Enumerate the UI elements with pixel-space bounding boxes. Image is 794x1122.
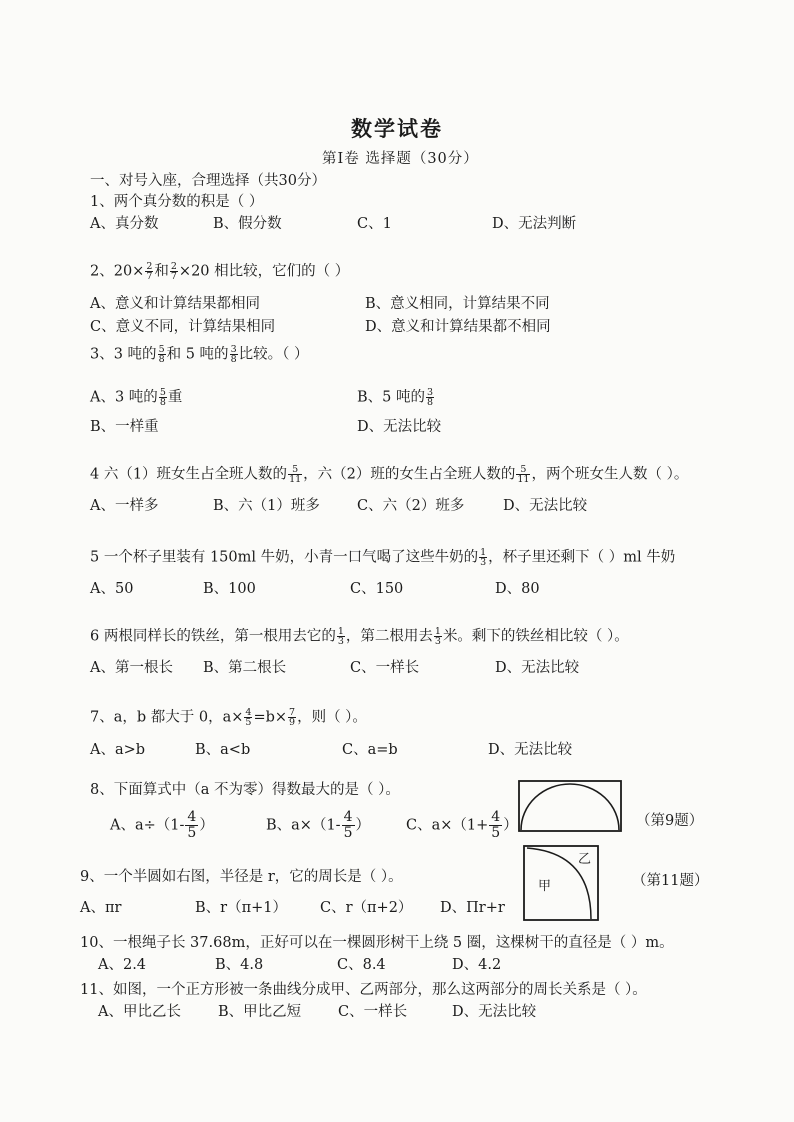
q7-stem [90,708,367,727]
q7-option-a: A、a>b [90,742,146,758]
q4-fraction-2 [516,465,530,484]
q8-option-a-fraction [185,810,198,841]
q4-option-d: D、无法比较 [503,498,588,514]
q6-fraction-2-denominator: 3 [434,636,441,647]
section-heading: 一、对号入座，合理选择（共30分） [90,173,326,189]
q5-option-a: A、50 [90,581,134,597]
q8-option-b-fraction [342,810,355,841]
q7-fraction-2-denominator: 9 [289,717,296,728]
q8-option-a [110,810,214,841]
q6-option-b: B、第二根长 [203,660,287,676]
q3-option-a-text: A、3 吨的 [90,389,158,406]
q7-text-3: ，则（ ）。 [297,709,367,726]
q2-fraction-1-numerator: 2 [146,261,153,272]
q6-fraction-1-denominator: 3 [337,636,344,647]
q8-option-b-text: B、a×（1- [266,817,341,834]
q3-fraction-1-denominator: 8 [158,354,165,365]
q8-option-a-suffix: ） [199,817,214,834]
q7-fraction-1 [244,708,252,727]
q3-fraction-2-denominator: 8 [230,354,237,365]
semicircle-figure [518,780,622,832]
q3-stem [90,345,308,364]
q10-stem: 10、一根绳子长 37.68m，正好可以在一棵圆形树干上绕 5 圈，这棵树干的直径是（ ）m。 [80,935,674,951]
q7-fraction-2-numerator: 7 [289,707,296,718]
q3-text-3: 比较。（ ） [238,346,309,363]
q11-option-b: B、甲比乙短 [218,1004,302,1020]
q5-fraction-1-numerator: 1 [480,547,487,558]
q3-fraction-2 [230,345,238,364]
figure-11-label: （第11题） [632,873,709,889]
q4-fraction-1 [288,465,302,484]
q11-option-d: D、无法比较 [452,1004,537,1020]
q3-fraction-1 [158,345,166,364]
q4-fraction-1-numerator: 5 [288,465,302,475]
q4-fraction-2-denominator: 11 [517,474,530,485]
q7-option-d: D、无法比较 [488,742,573,758]
q7-fraction-2 [288,708,296,727]
q5-stem [90,548,675,567]
q5-text-1: 5 一个杯子里装有 150ml 牛奶，小青一口气喝了这些牛奶的 [90,549,479,566]
q4-text-1: 4 六（1）班女生占全班人数的 [90,466,288,483]
q6-option-c: C、一样长 [350,660,420,676]
q11-option-c: C、一样长 [338,1004,408,1020]
q7-fraction-1-numerator: 4 [245,707,252,718]
q1-option-b: B、假分数 [213,216,282,232]
q6-option-d: D、无法比较 [495,660,580,676]
q8-option-c-fraction [489,810,502,841]
q8-option-b-denominator: 5 [343,825,353,841]
figure-part-jia: 甲 [538,879,552,894]
q8-option-c-text: C、a×（1+ [406,817,489,834]
q7-option-b: B、a<b [195,742,251,758]
q4-fraction-2-numerator: 5 [516,465,530,475]
q2-text-1: 2、20× [90,263,145,280]
q4-option-a: A、一样多 [90,498,159,514]
q5-option-c: C、150 [350,581,404,597]
q3-fraction-1-numerator: 5 [158,344,165,355]
q9-option-a: A、πr [80,900,122,916]
q8-option-b [266,810,370,841]
q11-stem: 11、如图，一个正方形被一条曲线分成甲、乙两部分，那么这两部分的周长关系是（ ）。 [80,982,647,998]
q3-text-2: 和 5 吨的 [166,346,229,363]
q10-option-d: D、4.2 [452,957,502,973]
q3-text-1: 3、3 吨的 [90,346,157,363]
q2-option-b: B、意义相同，计算结果不同 [365,296,550,312]
q5-option-d: D、80 [495,581,540,597]
page-title: 数学试卷 [351,116,443,141]
q9-option-b: B、r（π+1） [195,900,287,916]
q3-option-a [90,388,182,407]
q4-stem [90,465,688,484]
q5-fraction-1 [479,548,487,567]
q1-option-d: D、无法判断 [492,216,577,232]
q2-fraction-1-denominator: 7 [146,271,153,282]
q8-option-c-numerator: 4 [491,809,501,825]
q9-stem: 9、一个半圆如右图，半径是 r，它的周长是（ ）。 [80,869,403,885]
q8-option-a-numerator: 4 [187,809,197,825]
q1-option-a: A、真分数 [90,216,159,232]
q7-option-c: C、a=b [342,742,398,758]
q8-option-a-text: A、a÷（1- [110,817,185,834]
q1-option-c: C、1 [357,216,392,232]
q8-option-a-denominator: 5 [187,825,197,841]
q6-fraction-1-numerator: 1 [337,626,344,637]
q6-fraction-1 [337,627,345,646]
q3-option-d: D、无法比较 [357,419,442,435]
q6-fraction-2 [434,627,442,646]
q6-text-2: ，第二根用去 [345,628,433,645]
figure-part-yi: 乙 [578,852,592,867]
q2-fraction-2-denominator: 7 [170,271,177,282]
q3-option-a-suffix: 重 [167,389,183,406]
q10-option-b: B、4.8 [215,957,264,973]
q8-option-b-numerator: 4 [343,809,353,825]
q7-text-1: 7、a，b 都大于 0，a× [90,709,244,726]
q2-text-2: 和 [154,263,169,280]
q3-option-a-numerator: 5 [159,387,166,398]
semicircle-arc [521,784,619,830]
q2-fraction-2 [170,262,178,281]
q2-option-a: A、意义和计算结果都相同 [90,296,260,312]
q4-option-c: C、六（2）班多 [357,498,465,514]
q3-option-b-denominator: 8 [427,397,434,408]
q3-option-b [357,388,435,407]
q2-fraction-1 [145,262,153,281]
q8-option-c [406,810,518,841]
q3-option-a-denominator: 8 [159,397,166,408]
q6-stem [90,627,629,646]
q4-text-2: ，六（2）班的女生占全班人数的 [303,466,516,483]
q2-option-c: C、意义不同，计算结果相同 [90,319,276,335]
q3-option-a-fraction [159,388,167,407]
q6-fraction-2-numerator: 1 [434,626,441,637]
q7-fraction-1-denominator: 5 [245,717,252,728]
q10-option-a: A、2.4 [98,957,147,973]
q8-option-b-suffix: ） [355,817,370,834]
q9-option-d: D、Πr+r [440,900,505,916]
q1-stem: 1、两个真分数的积是（ ） [90,194,264,210]
q2-option-d: D、意义和计算结果都不相同 [365,319,551,335]
q4-text-3: ，两个班女生人数（ ）。 [531,466,689,483]
q3-option-b-text: B、5 吨的 [357,389,425,406]
q2-fraction-2-numerator: 2 [170,261,177,272]
q8-stem: 8、下面算式中（a 不为零）得数最大的是（ ）。 [90,782,400,798]
q10-option-c: C、8.4 [337,957,386,973]
q4-fraction-1-denominator: 11 [289,474,302,485]
q6-option-a: A、第一根长 [90,660,173,676]
page-subtitle: 第Ⅰ卷 选择题（30分） [322,151,479,167]
semicircle-frame [519,781,621,831]
q2-text-3: ×20 相比较，它们的（ ） [178,263,350,280]
figure-9-label: （第9题） [636,813,704,829]
q8-option-c-denominator: 5 [491,825,501,841]
q5-option-b: B、100 [203,581,256,597]
q7-text-2: =b× [253,709,288,726]
q3-option-b-numerator: 3 [427,387,434,398]
q9-option-c: C、r（π+2） [320,900,413,916]
q3-option-b-fraction [426,388,434,407]
q6-text-3: 米。剩下的铁丝相比较（ ）。 [442,628,629,645]
q5-text-2: ，杯子里还剩下（ ）ml 牛奶 [488,549,676,566]
q3-fraction-2-numerator: 3 [230,344,237,355]
q4-option-b: B、六（1）班多 [213,498,320,514]
q2-stem [90,262,349,281]
q11-option-a: A、甲比乙长 [98,1004,181,1020]
q6-text-1: 6 两根同样长的铁丝，第一根用去它的 [90,628,336,645]
q8-option-c-suffix: ） [503,817,518,834]
q5-fraction-1-denominator: 3 [480,557,487,568]
q3-option-c: B、一样重 [90,419,159,435]
